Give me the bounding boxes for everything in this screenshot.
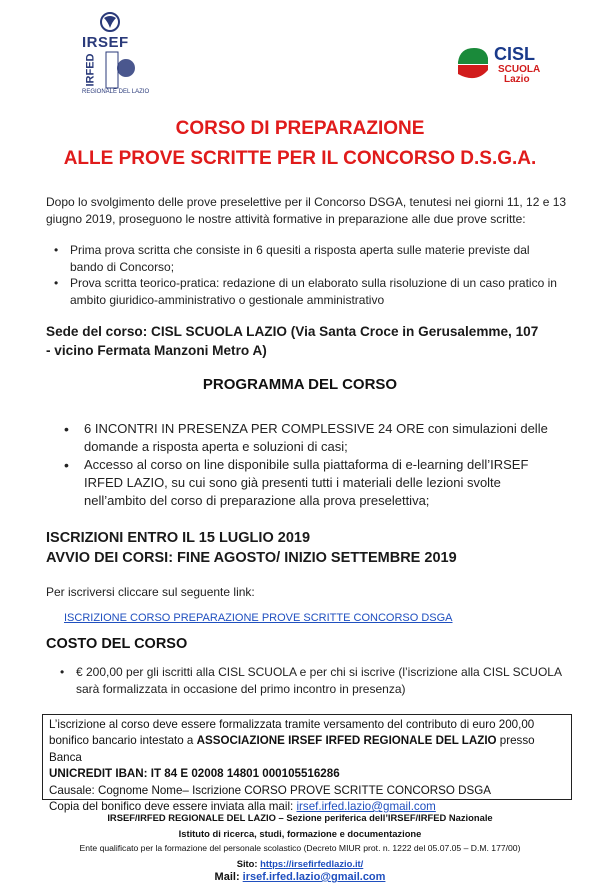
bullet-line: • Prima prova scritta che consiste in 6 quesiti a risposta aperta sulle materie previste dal: [70, 243, 530, 257]
causale: Causale: Cognome Nome– Iscrizione CORSO PROVE SCRITTE CONCORSO DSGA: [49, 783, 491, 797]
iscrizione-link[interactable]: ISCRIZIONE CORSO PREPARAZIONE PROVE SCRITTE CONCORSO DSGA: [64, 612, 453, 624]
payment-line-2: [49, 733, 565, 766]
payment-text: Copia del bonifico deve essere inviata alla mail:: [49, 800, 297, 814]
payment-email-link[interactable]: irsef.irfed.lazio@gmail.com: [296, 800, 436, 814]
iban: UNICREDIT IBAN: IT 84 E 02008 14801 000105516286: [49, 767, 340, 781]
footer-line-1: IRSEF/IRFED REGIONALE DEL LAZIO – Sezione periferica dell’IRSEF/IRFED Nazionale: [107, 812, 493, 823]
footer-sito: [0, 858, 600, 869]
iscrizioni-deadline: ISCRIZIONI ENTRO IL 15 LUGLIO 2019: [46, 530, 311, 546]
intro-line-1: Dopo lo svolgimento delle prove preselettive per il Concorso DSGA, tenutesi nei giorni 11, 12 e 13: [46, 195, 567, 209]
footer-line-3: Ente qualificato per la formazione del personale scolastico (Decreto MIUR prot. n. 1222 del 05.07.05 – D.M. 177/00): [79, 843, 521, 853]
cisl-logo-sub2: Lazio: [504, 74, 530, 85]
dates-block: [46, 528, 586, 568]
irfed-logo-text: IRFED: [84, 53, 97, 87]
list-item: [54, 242, 574, 275]
payment-text: bonifico bancario intestato a: [49, 734, 197, 748]
link-instruction: Per iscriversi cliccare sul seguente link:: [46, 585, 255, 599]
list-item: [62, 420, 584, 456]
payment-line-1: L’iscrizione al corso deve essere formalizzata tramite versamento del contributo di euro 200,00: [49, 718, 535, 731]
bullet-line: • 6 INCONTRI IN PRESENZA PER COMPLESSIVE 24 ORE con simulazioni delle: [84, 421, 548, 436]
sito-label: Sito:: [236, 858, 261, 869]
irsef-logo-text: IRSEF: [82, 34, 129, 51]
beneficiary-name: ASSOCIAZIONE IRSEF IRFED REGIONALE DEL LAZIO: [196, 734, 497, 748]
bullet-line: domande a risposta aperta e soluzioni di casi;: [84, 439, 348, 454]
costo-heading: COSTO DEL CORSO: [46, 636, 188, 652]
sito-link[interactable]: https://irsefirfedlazio.it/: [260, 858, 364, 869]
bullet-line: • Prova scritta teorico-pratica: redazione di un elaborato sulla risoluzione di un caso pratico in: [70, 276, 557, 290]
intro-bullets: [54, 242, 574, 308]
footer-mail: [0, 871, 600, 883]
cisl-scuola-logo: [452, 40, 552, 90]
cisl-logo-sub1: SCUOLA: [498, 64, 541, 75]
list-item: [54, 275, 574, 308]
irsef-logo: [80, 8, 160, 96]
title-line-2: ALLE PROVE SCRITTE PER IL CONCORSO D.S.G.A.: [63, 148, 537, 169]
footer-email-link[interactable]: irsef.irfed.lazio@gmail.com: [242, 871, 386, 883]
bullet-line: • Accesso al corso on line disponibile sulla piattaforma di e-learning dell’IRSEF: [84, 457, 529, 472]
intro-paragraph: [46, 194, 576, 227]
intro-line-2: giugno 2019, proseguono le nostre attività formative in preparazione alle due prove scritte:: [46, 211, 526, 226]
costo-list: [60, 664, 580, 697]
programma-heading: PROGRAMMA DEL CORSO: [202, 376, 398, 393]
bullet-line: ambito giuridico-amministrativo o gestionale amministrativo: [70, 292, 385, 307]
bullet-line: IRFED LAZIO, su cui sono già presenti tutti i materiali delle lezioni svolte: [84, 475, 501, 490]
bullet-line: sarà formalizzata in occasione del primo incontro in presenza): [76, 681, 406, 696]
list-item: [60, 664, 580, 697]
bullet-line: nell’ambito del corso di preparazione alla prova preselettiva;: [84, 493, 430, 508]
programma-list: [62, 420, 584, 510]
sede-line-1: Sede del corso: CISL SCUOLA LAZIO (Via Santa Croce in Gerusalemme, 107: [46, 324, 539, 339]
cisl-logo-text: CISL: [494, 44, 536, 64]
bullet-line: • € 200,00 per gli iscritti alla CISL SCUOLA e per chi si iscrive (l’iscrizione alla CISL SCUOLA: [76, 665, 562, 679]
payment-text: presso Banca: [49, 734, 535, 764]
footer-line-2: Istituto di ricerca, studi, formazione e documentazione: [178, 828, 422, 839]
avvio-corsi: AVVIO DEI CORSI: FINE AGOSTO/ INIZIO SETTEMBRE 2019: [46, 550, 457, 566]
sede-corso: [46, 322, 586, 360]
bullet-line: bando di Concorso;: [70, 259, 175, 274]
mail-label: Mail:: [214, 871, 243, 883]
cisl-emblem-icon: [456, 44, 490, 84]
payment-info-box: [42, 714, 572, 814]
list-item: [62, 456, 584, 510]
irsef-logo-region: REGIONALE DEL LAZIO: [82, 89, 150, 95]
sede-line-2: - vicino Fermata Manzoni Metro A): [46, 343, 267, 358]
title-line-1: CORSO DI PREPARAZIONE: [175, 118, 425, 139]
